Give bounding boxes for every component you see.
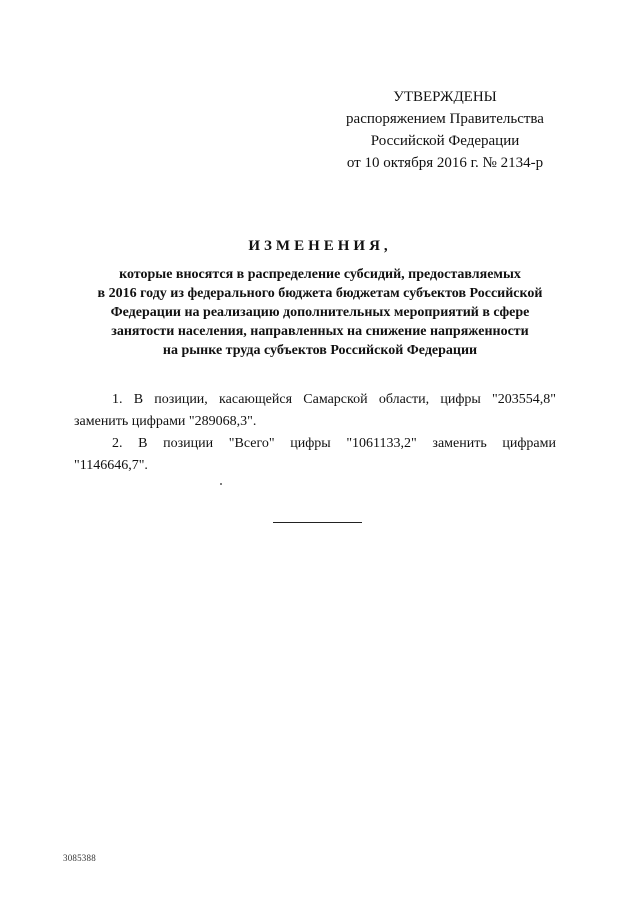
stray-mark: [220, 483, 222, 485]
approval-line-federation: Российской Федерации: [370, 133, 520, 149]
subtitle-line: на рынке труда субъектов Российской Федерации: [162, 343, 478, 358]
document-title: ИЗМЕНЕНИЯ,: [248, 238, 392, 254]
subtitle-line: в 2016 году из федерального бюджета бюджетам субъектов Российской: [97, 286, 543, 301]
amendment-item-1-line-2: заменить цифрами "289068,3".: [74, 414, 257, 429]
approval-line-date-number: от 10 октября 2016 г. № 2134-р: [346, 155, 544, 171]
end-divider: [273, 522, 362, 523]
subtitle-line: Федерации на реализацию дополнительных мероприятий в сфере: [110, 305, 530, 320]
amendment-item-2-line-2: "1146646,7".: [74, 458, 148, 473]
approval-heading: УТВЕРЖДЕНЫ: [393, 89, 497, 105]
subtitle-line: занятости населения, направленных на снижение напряженности: [111, 324, 529, 339]
approval-stamp: [330, 86, 560, 174]
document-code: 3085388: [63, 853, 96, 863]
amendment-item-1-line-1: 1. В позиции, касающейся Самарской области, цифры "203554,8": [112, 392, 556, 407]
amendment-list: [74, 389, 556, 477]
subtitle-line: которые вносятся в распределение субсидий, предоставляемых: [119, 267, 521, 282]
document-subtitle: [60, 265, 580, 360]
approval-line-authority: распоряжением Правительства: [346, 111, 544, 127]
amendment-item-2-line-1: 2. В позиции "Всего" цифры "1061133,2" заменить цифрами: [112, 436, 556, 451]
